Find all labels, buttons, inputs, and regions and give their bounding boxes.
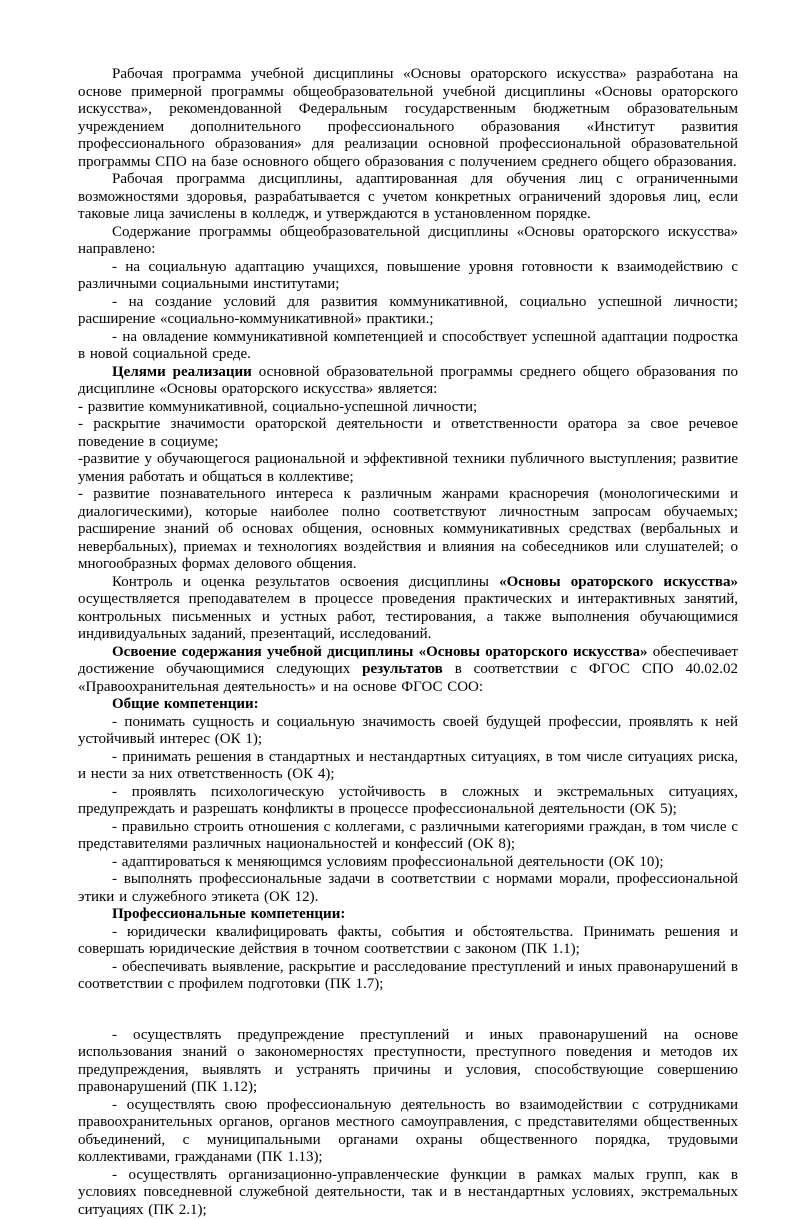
list-item xyxy=(78,854,738,872)
paragraph-text-bold: Целями реализации xyxy=(112,364,252,380)
list-item xyxy=(78,329,738,364)
list-item xyxy=(78,819,738,854)
paragraph-text: - на создание условий для развития коммуникативной, социально успешной личности; расширение «социально-коммуникативной» практики.; xyxy=(78,294,738,328)
list-item xyxy=(78,784,738,819)
paragraph-text: - осуществлять организационно-управленческие функции в рамках малых групп, как в условиях повседневной служебной деятельности, так и в нестандартных условиях, экстремальных ситуациях (ПК 2.1); xyxy=(78,1167,738,1218)
section-heading xyxy=(78,696,738,714)
paragraph-text: - на овладение коммуникативной компетенцией и способствует успешной адаптации подростка в новой социальной среде. xyxy=(78,329,738,363)
paragraph-text: основной образовательной программы среднего общего образования по дисциплине «Основы ораторского искусства» является: xyxy=(78,364,738,398)
list-item xyxy=(78,959,738,994)
list-item xyxy=(78,416,738,451)
paragraph-text: -развитие у обучающегося рациональной и эффективной техники публичного выступления; развитие умения работать и общаться в коллективе; xyxy=(78,451,738,485)
paragraph-text: - принимать решения в стандартных и нестандартных ситуациях, в том числе ситуациях риска, и нести за них ответственность (ОК 4); xyxy=(78,749,738,783)
paragraph xyxy=(78,171,738,224)
list-item xyxy=(78,1027,738,1097)
paragraph-text: - правильно строить отношения с коллегами, с различными категориями граждан, в том числе с представителями различных национальностей и конфессий (ОК 8); xyxy=(78,819,738,853)
paragraph-text: Содержание программы общеобразовательной дисциплины «Основы ораторского искусства» направлено: xyxy=(78,224,738,258)
paragraph-text: - проявлять психологическую устойчивость в сложных и экстремальных ситуациях, предупреждать и разрешать конфликты в процессе профессиональной деятельности (ОК 5); xyxy=(78,784,738,818)
paragraph-text: - осуществлять предупреждение преступлений и иных правонарушений на основе использования знаний о закономерностях преступности, преступного поведения и методов их предупреждения, выявлять и устранять причины и условия, способствующие совершению правонарушений (ПК 1.12); xyxy=(78,1027,738,1096)
list-item xyxy=(78,259,738,294)
section-heading xyxy=(78,906,738,924)
list-item xyxy=(78,749,738,784)
paragraph-text: - развитие коммуникативной, социально-успешной личности; xyxy=(78,399,477,415)
paragraph-text: в соответствии с ФГОС СПО 40.02.02 «Правоохранительная деятельность» и на основе ФГОС СОО: xyxy=(78,661,738,695)
list-item xyxy=(78,1167,738,1219)
list-item xyxy=(78,871,738,906)
paragraph-text: - выполнять профессиональные задачи в соответствии с нормами морали, профессиональной этики и служебного этикета (ОК 12). xyxy=(78,871,738,905)
paragraph-text: - юридически квалифицировать факты, события и обстоятельства. Принимать решения и совершать юридические действия в точном соответствии с законом (ПК 1.1); xyxy=(78,924,738,958)
paragraph-text: обеспечивает достижение обучающимися следующих xyxy=(78,644,738,678)
list-item xyxy=(78,1097,738,1167)
list-item xyxy=(78,451,738,486)
paragraph-text: осуществляется преподавателем в процессе проведения практических и интерактивных занятий, контрольных письменных и устных работ, тестирования, а также выполнения обучающимися индивидуальных заданий, презентаций, исследований. xyxy=(78,591,738,642)
paragraph-text-bold: Освоение содержания учебной дисциплины «Основы ораторского искусства» xyxy=(112,644,648,660)
paragraph-text: - раскрытие значимости ораторской деятельности и ответственности оратора за свое речевое поведение в социуме; xyxy=(78,416,738,450)
paragraph-text: Рабочая программа учебной дисциплины «Основы ораторского искусства» разработана на основе примерной программы общеобразовательной учебной дисциплины «Основы ораторского искусства», рекомендованной Федеральным государственным бюджетным образовательным учреждением дополнительного профессионального образования «Институт развития профессионального образования» для реализации основной профессиональной образовательной программы СПО на базе основного общего образования с получением среднего общего образования. xyxy=(78,66,738,170)
paragraph xyxy=(78,644,738,697)
list-item xyxy=(78,714,738,749)
paragraph xyxy=(78,66,738,171)
list-item xyxy=(78,924,738,959)
paragraph-text: Рабочая программа дисциплины, адаптированная для обучения лиц с ограниченными возможностями здоровья, разрабатывается с учетом конкретных ограничений здоровья лиц, если таковые лица зачислены в колледж, и утверждаются в установленном порядке. xyxy=(78,171,738,222)
list-item xyxy=(78,294,738,329)
paragraph-text-bold: Общие компетенции: xyxy=(112,696,259,712)
paragraph-text: - адаптироваться к меняющимся условиям профессиональной деятельности (ОК 10); xyxy=(112,854,664,870)
paragraph xyxy=(78,364,738,399)
paragraph-text-bold: Профессиональные компетенции: xyxy=(112,906,345,922)
paragraph-text: - на социальную адаптацию учащихся, повышение уровня готовности к взаимодействию с различными социальными институтами; xyxy=(78,259,738,293)
paragraph xyxy=(78,224,738,259)
list-item xyxy=(78,399,738,417)
paragraph-text-bold: результатов xyxy=(362,661,443,677)
paragraph-text: - понимать сущность и социальную значимость своей будущей профессии, проявлять к ней устойчивый интерес (ОК 1); xyxy=(78,714,738,748)
paragraph-text-bold: «Основы ораторского искусства» xyxy=(499,574,738,590)
paragraph-text: - развитие познавательного интереса к различным жанрами красноречия (монологическими и диалогическими), которые наиболее полно соответствуют личностным запросам обучаемых; расширение знаний об основах общения, основных коммуникативных средствах (вербальных и невербальных), приемах и технологиях воздействия и влияния на собеседников или слушателей; о многообразных формах делового общения. xyxy=(78,486,738,572)
list-item xyxy=(78,486,738,574)
paragraph xyxy=(78,574,738,644)
paragraph-text: Контроль и оценка результатов освоения дисциплины xyxy=(112,574,499,590)
paragraph-text: - осуществлять свою профессиональную деятельность во взаимодействии с сотрудниками правоохранительных органов, органов местного самоуправления, с представителями общественных объединений, с муниципальными органами охраны общественного порядка, трудовыми коллективами, гражданами (ПК 1.13); xyxy=(78,1097,738,1166)
paragraph-text: - обеспечивать выявление, раскрытие и расследование преступлений и иных правонарушений в соответствии с профилем подготовки (ПК 1.7); xyxy=(78,959,738,993)
